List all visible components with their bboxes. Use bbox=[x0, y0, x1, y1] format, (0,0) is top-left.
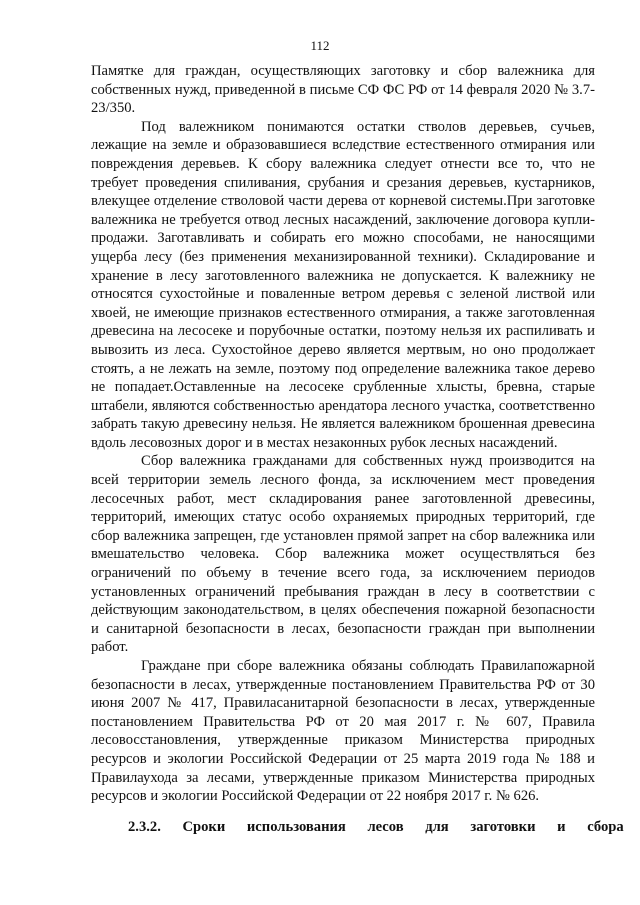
page-number: 112 bbox=[310, 38, 330, 53]
section-heading: 2.3.2. Сроки использования лесов для заготовки и сбора bbox=[128, 819, 624, 835]
paragraph-valezhnik-definition: Под валежником понимаются остатки стволов деревьев, сучьев, лежащие на земле и образовавшиеся вследствие естественного отмирания или повреждения деревьев. К сбору валежника следует отнести все то, что не требует проведения спиливания, срубания и срезания деревьев, кустарников, влекущее отделение стволовой части дерева от корневой системы.При заготовке валежника не требуется отвод лесных насаждений, заключение договора купли-продажи. Заготавливать и собирать его можно способами, не наносящими ущерба лесу (без применения механизированной техники). Складирование и хранение в лесу заготовленного валежника не допускается. К валежнику не относятся сухостойные и поваленные ветром деревья с зеленой листвой или хвоей, не имеющие признаков естественного отмирания, а также заготовленная древесина на лесосеке и порубочные остатки, поэтому нельзя их распиливать и вывозить из леса. Сухостойное дерево является мертвым, но оно продолжает стоять, а не лежать на земле, поэтому под определение валежника такое дерево не попадает.Оставленные на лесосеке срубленные хлысты, бревна, старые штабели, являются собственностью арендатора лесного участка, соответственно забрать такую древесину нельзя. Не является валежником брошенная древесина вдоль лесовозных дорог и в местах незаконных рубок лесных насаждений. bbox=[91, 118, 595, 451]
document-body bbox=[91, 62, 595, 806]
paragraph-collection-territory: Сбор валежника гражданами для собственных нужд производится на всей территории земель лесного фонда, за исключением мест проведения лесосечных работ, мест складирования ранее заготовленной древесины, территорий, имеющих статус особо охраняемых природных территорий, где сбор валежника запрещен, где установлен прямой запрет на сбор валежника или вмешательство человека. Сбор валежника может осуществляться без ограничений по объему в течение всего года, за исключением периодов установленных ограничений пребывания граждан в лесу в соответствии с действующим законодательством, в целях обеспечения пожарной безопасности и санитарной безопасности в лесах, безопасности граждан при выполнении работ. bbox=[91, 453, 595, 656]
paragraph-citizen-obligations: Граждане при сборе валежника обязаны соблюдать Правилапожарной безопасности в лесах, утвержденные постановлением Правительства РФ от 30 июня 2007 № 417, Правиласанитарной безопасности в лесах, утвержденные постановлением Правительства РФ от 20 мая 2017 г. № 607, Правила лесовосстановления, утвержденные приказом Министерства природных ресурсов и экологии Российской Федерации от 25 марта 2019 года № 188 и Правилаухода за лесами, утвержденные приказом Министерства природных ресурсов и экологии Российской Федерации от 22 ноября 2017 г. № 626. bbox=[91, 658, 595, 805]
paragraph-continuation: Памятке для граждан, осуществляющих заготовку и сбор валежника для собственных нужд, приведенной в письме СФ ФС РФ от 14 февраля 2020 № 3.7-23/350. bbox=[91, 63, 595, 117]
